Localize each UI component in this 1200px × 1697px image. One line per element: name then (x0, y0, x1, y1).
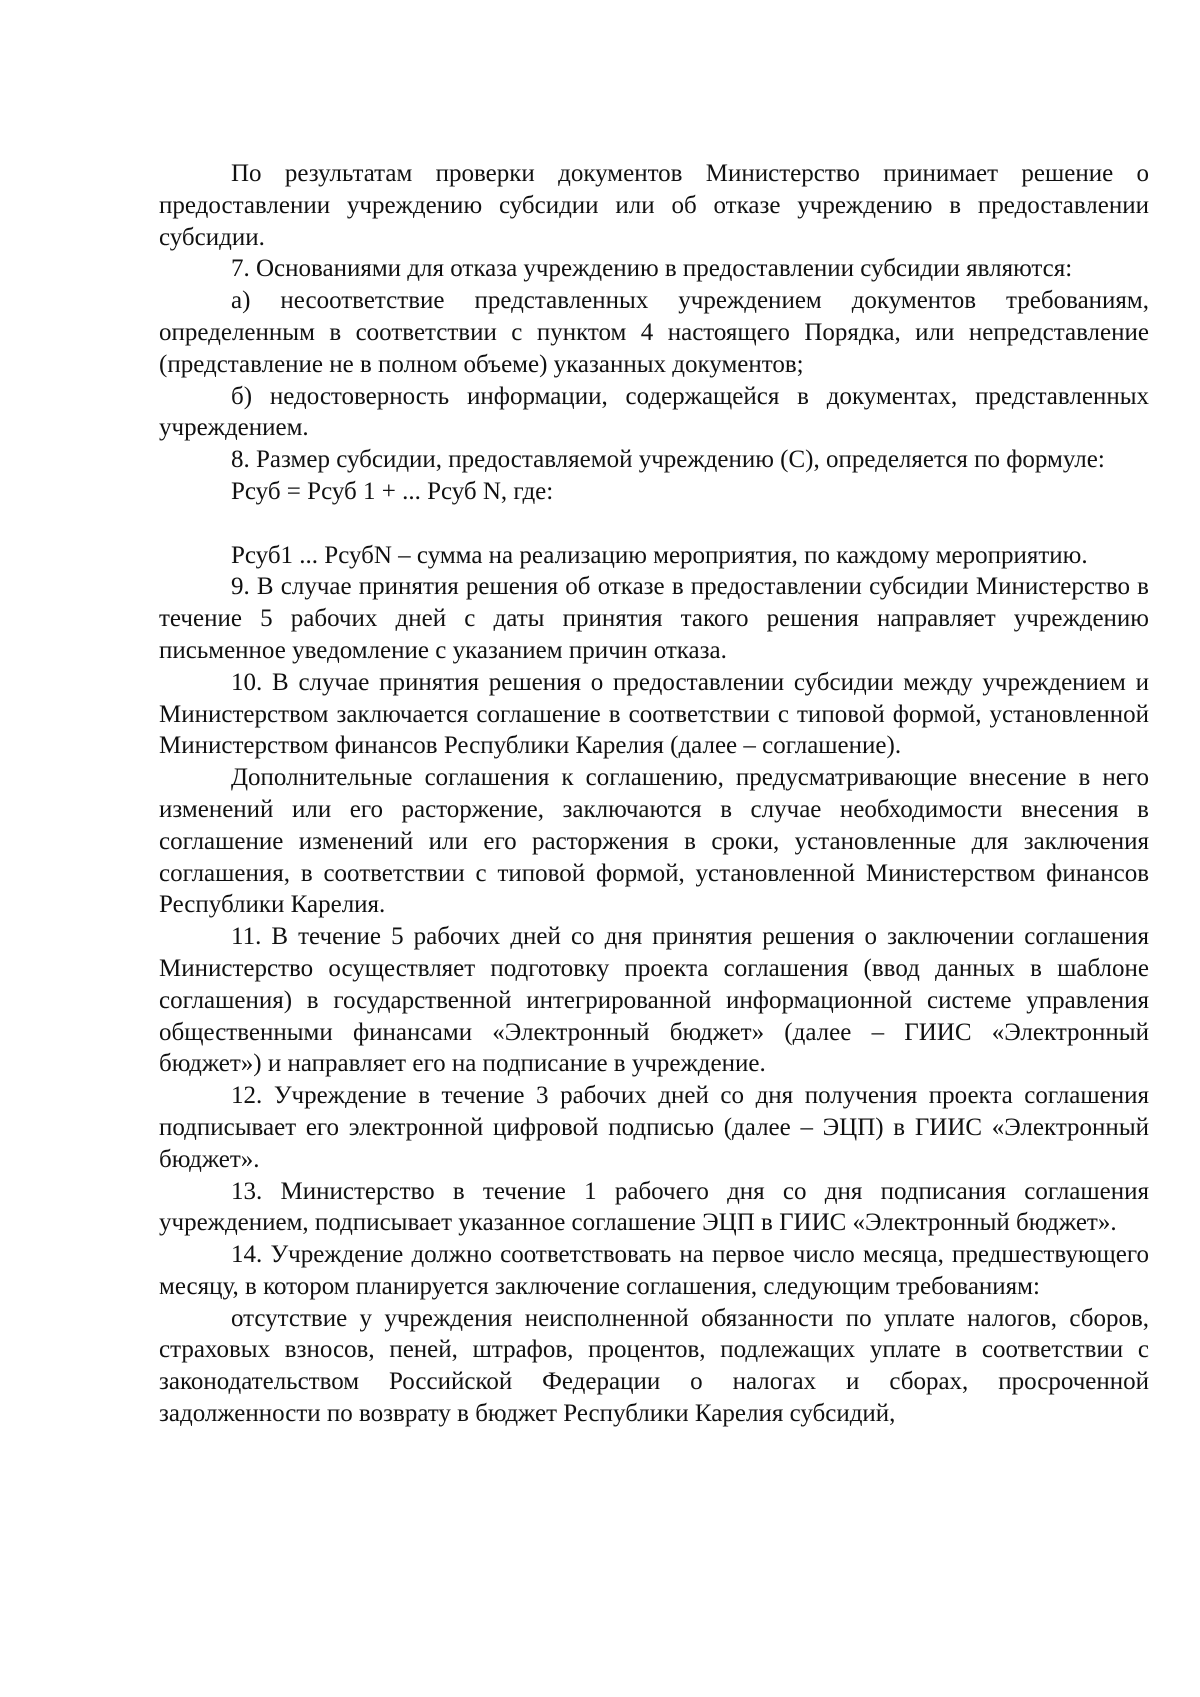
paragraph-7a: а) несоответствие представленных учреждением документов требованиям, определенным в соответствии с пунктом 4 настоящего Порядка, или непредставление (представление не в полном объеме) указанных документов; (159, 287, 1149, 378)
formula-definition: Рсуб1 ... РсубN – сумма на реализацию мероприятия, по каждому мероприятию. (231, 541, 1088, 569)
paragraph-additional-agreements: Дополнительные соглашения к соглашению, предусматривающие внесение в него изменений или его расторжение, заключаются в случае необходимости внесения в соглашение изменений или его расторжения в сроки, установленные для заключения соглашения, в соответствии с типовой формой, установленной Министерством финансов Республики Карелия. (159, 764, 1149, 919)
paragraph-7-refusal-grounds: 7. Основаниями для отказа учреждению в предоставлении субсидии являются: (231, 255, 1073, 283)
paragraph-11: 11. В течение 5 рабочих дней со дня принятия решения о заключении соглашения Министерство осуществляет подготовку проекта соглашения (ввод данных в шаблоне соглашения) в государственной интегрированной информационной системе управления общественными финансами «Электронный бюджет» (далее – ГИИС «Электронный бюджет») и направляет его на подписание в учреждение. (159, 923, 1149, 1078)
paragraph-9: 9. В случае принятия решения об отказе в предоставлении субсидии Министерство в течение 5 рабочих дней с даты принятия такого решения направляет учреждению письменное уведомление с указанием причин отказа. (159, 573, 1149, 664)
paragraph-14: 14. Учреждение должно соответствовать на первое число месяца, предшествующего месяцу, в котором планируется заключение соглашения, следующим требованиям: (159, 1241, 1149, 1300)
formula: Рсуб = Рсуб 1 + ... Рсуб N, где: (231, 477, 554, 505)
paragraph-8-subsidy-size: 8. Размер субсидии, предоставляемой учреждению (С), определяется по формуле: (231, 446, 1105, 474)
paragraph-decision: По результатам проверки документов Министерство принимает решение о предоставлении учреждению субсидии или об отказе учреждению в предоставлении субсидии. (159, 160, 1149, 251)
document-page (159, 158, 1149, 1430)
paragraph-10: 10. В случае принятия решения о предоставлении субсидии между учреждением и Министерством заключается соглашение в соответствии с типовой формой, установленной Министерством финансов Республики Карелия (далее – соглашение). (159, 668, 1149, 760)
paragraph-14-requirement: отсутствие у учреждения неисполненной обязанности по уплате налогов, сборов, страховых взносов, пеней, штрафов, процентов, подлежащих уплате в соответствии с законодательством Российской Федерации о налогах и сборах, просроченной задолженности по возврату в бюджет Республики Карелия субсидий, (159, 1304, 1149, 1428)
paragraph-12: 12. Учреждение в течение 3 рабочих дней со дня получения проекта соглашения подписывает его электронной цифровой подписью (далее – ЭЦП) в ГИИС «Электронный бюджет». (159, 1082, 1149, 1173)
paragraph-13: 13. Министерство в течение 1 рабочего дня со дня подписания соглашения учреждением, подписывает указанное соглашение ЭЦП в ГИИС «Электронный бюджет». (159, 1177, 1149, 1237)
paragraph-7b: б) недостоверность информации, содержащейся в документах, представленных учреждением. (159, 382, 1149, 442)
blank-line (159, 508, 1149, 540)
